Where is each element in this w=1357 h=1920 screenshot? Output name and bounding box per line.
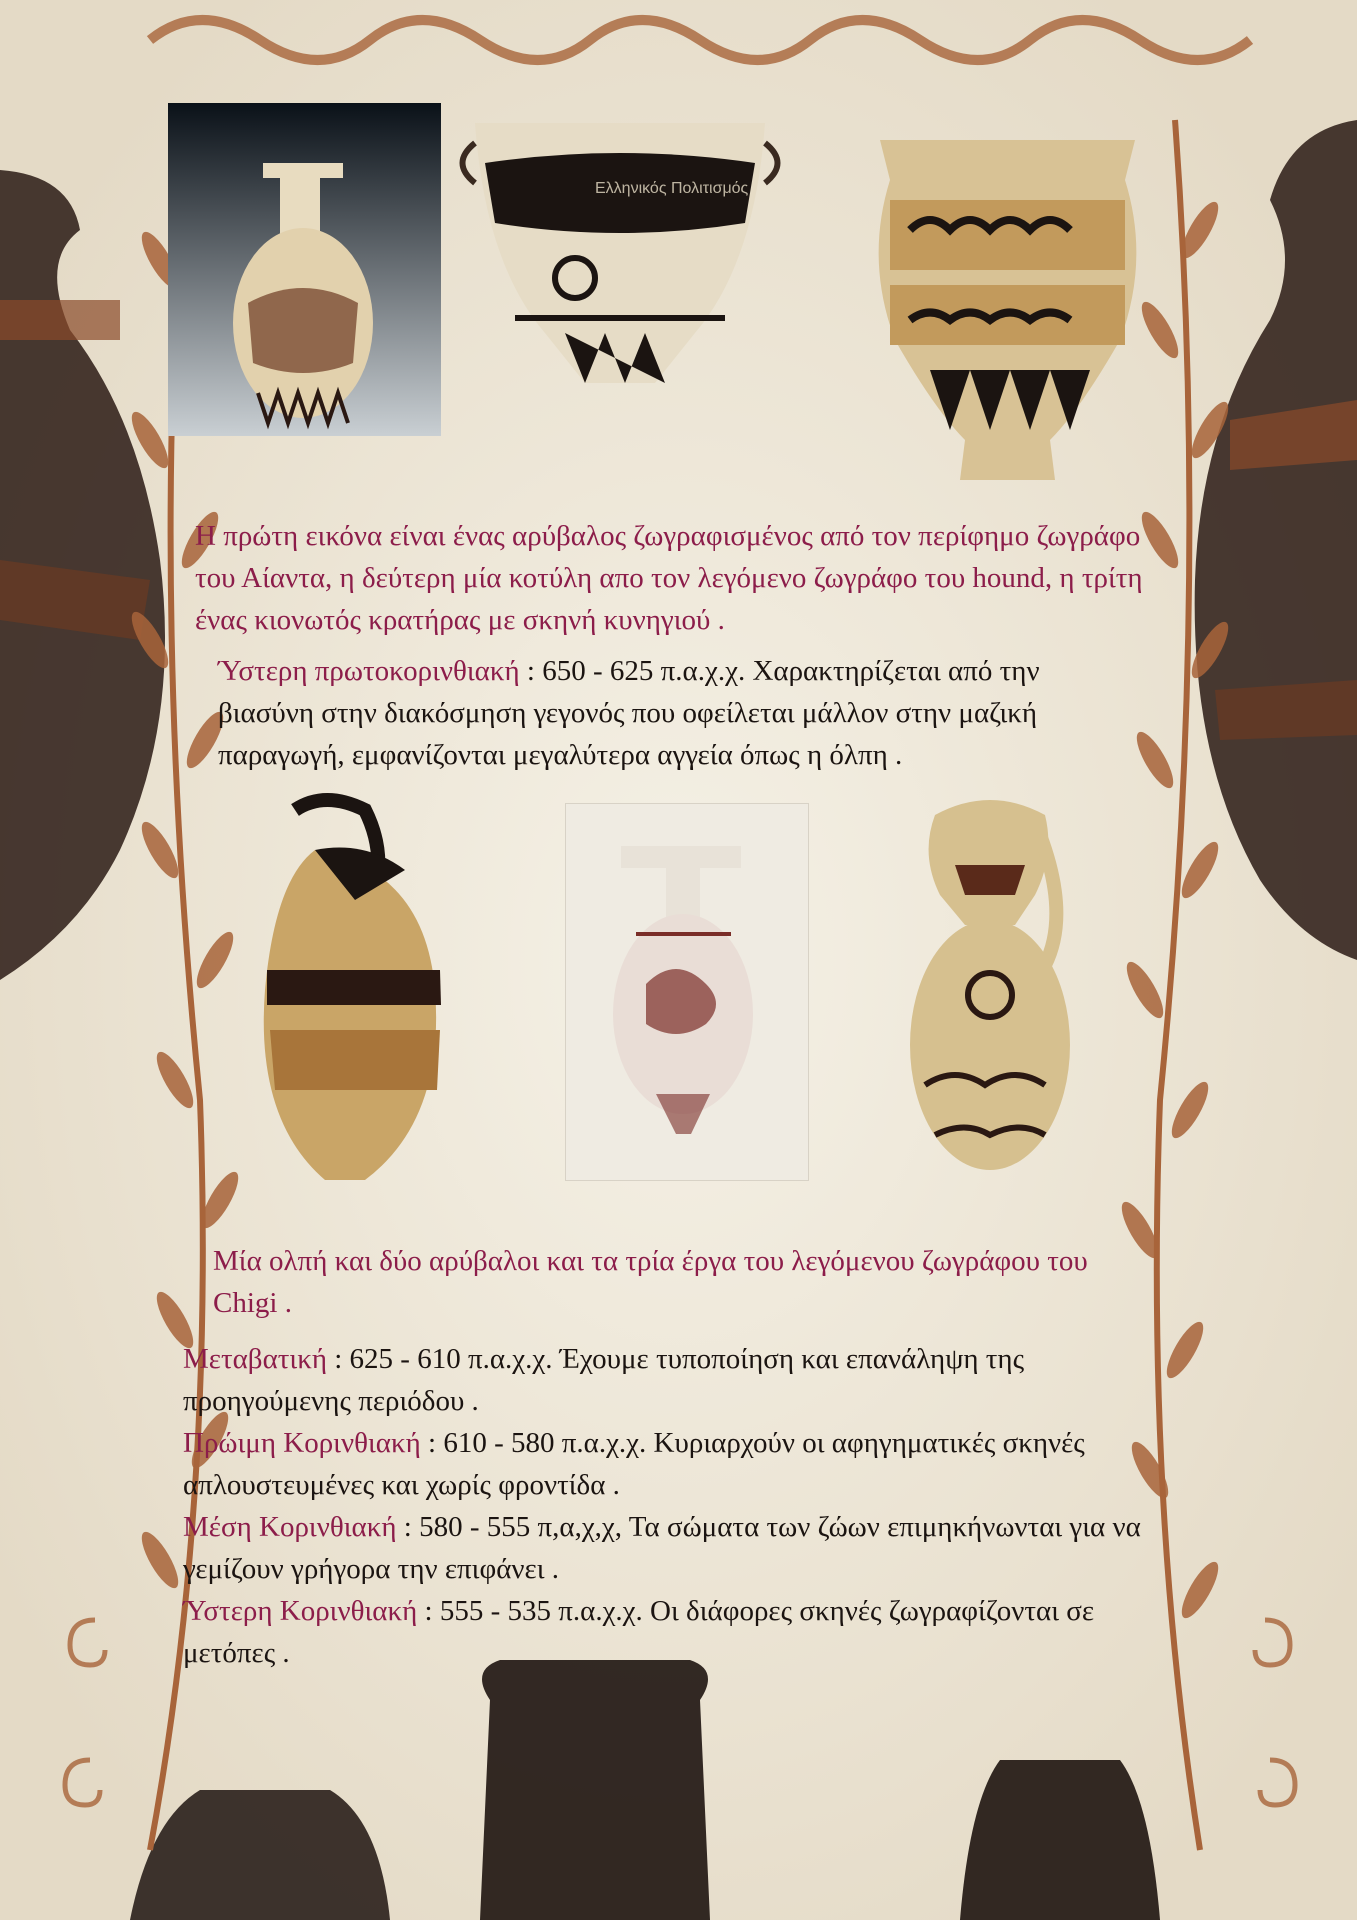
kotyle-watermark: Ελληνικός Πολιτισμός (595, 180, 749, 197)
period-text: : 610 - 580 π.α.χ.χ. Κυριαρχούν οι αφηγηματικές σκηνές απλουστευμένες και χωρίς φροντίδα . (183, 1427, 1085, 1501)
period-name: Μέση Κορινθιακή (183, 1511, 397, 1543)
period-item (183, 1506, 1168, 1590)
krater-photo (850, 120, 1165, 485)
aryballos-griffin-photo (565, 803, 809, 1181)
period-text: : 625 - 610 π.α.χ.χ. Έχουμε τυποποίηση και επανάληψη της προηγούμενης περιόδου . (183, 1343, 1025, 1417)
period-name: Ύστερη Κορινθιακή (183, 1595, 418, 1627)
periods-list (183, 1338, 1168, 1674)
period-item (183, 1338, 1168, 1422)
olpe-photo (255, 790, 455, 1190)
section1-period-name: Ύστερη πρωτοκορινθιακή (218, 655, 520, 687)
lion-aryballos-photo (905, 795, 1075, 1180)
section1-period-text: : 650 - 625 π.α.χ.χ. Χαρακτηρίζεται από την βιασύνη στην διακόσμηση γεγονός που οφείλεται μάλλον στην μαζική παραγωγή, εμφανίζονται μεγαλύτερα αγγεία όπως η όλπη . (218, 655, 1040, 771)
section1-period (218, 650, 1138, 776)
kotyle-photo (455, 103, 785, 393)
period-item (183, 1422, 1168, 1506)
section2-caption: Μία ολπή και δύο αρύβαλοι και τα τρία έργα του λεγόμενου ζωγράφου του Chigi . (213, 1245, 1088, 1319)
period-text: : 580 - 555 π,α,χ,χ, Τα σώματα των ζώων επιμηκήνωνται για να γεμίζουν γρήγορα την επιφάνει . (183, 1511, 1141, 1585)
period-text: : 555 - 535 π.α.χ.χ. Οι διάφορες σκηνές ζωγραφίζονται σε μετόπες . (183, 1595, 1095, 1669)
period-item (183, 1590, 1168, 1674)
section1-caption: Η πρώτη εικόνα είναι ένας αρύβαλος ζωγραφισμένος από τον περίφημο ζωγράφο του Αίαντα, η δεύτερη μία κοτύλη απο τον λεγόμενο ζωγράφο του hound, η τρίτη ένας κιονωτός κρατήρας με σκηνή κυνηγιού . (195, 520, 1143, 636)
period-name: Μεταβατική (183, 1343, 327, 1375)
period-name: Πρώιμη Κορινθιακή (183, 1427, 421, 1459)
aryballos-photo (168, 103, 441, 436)
